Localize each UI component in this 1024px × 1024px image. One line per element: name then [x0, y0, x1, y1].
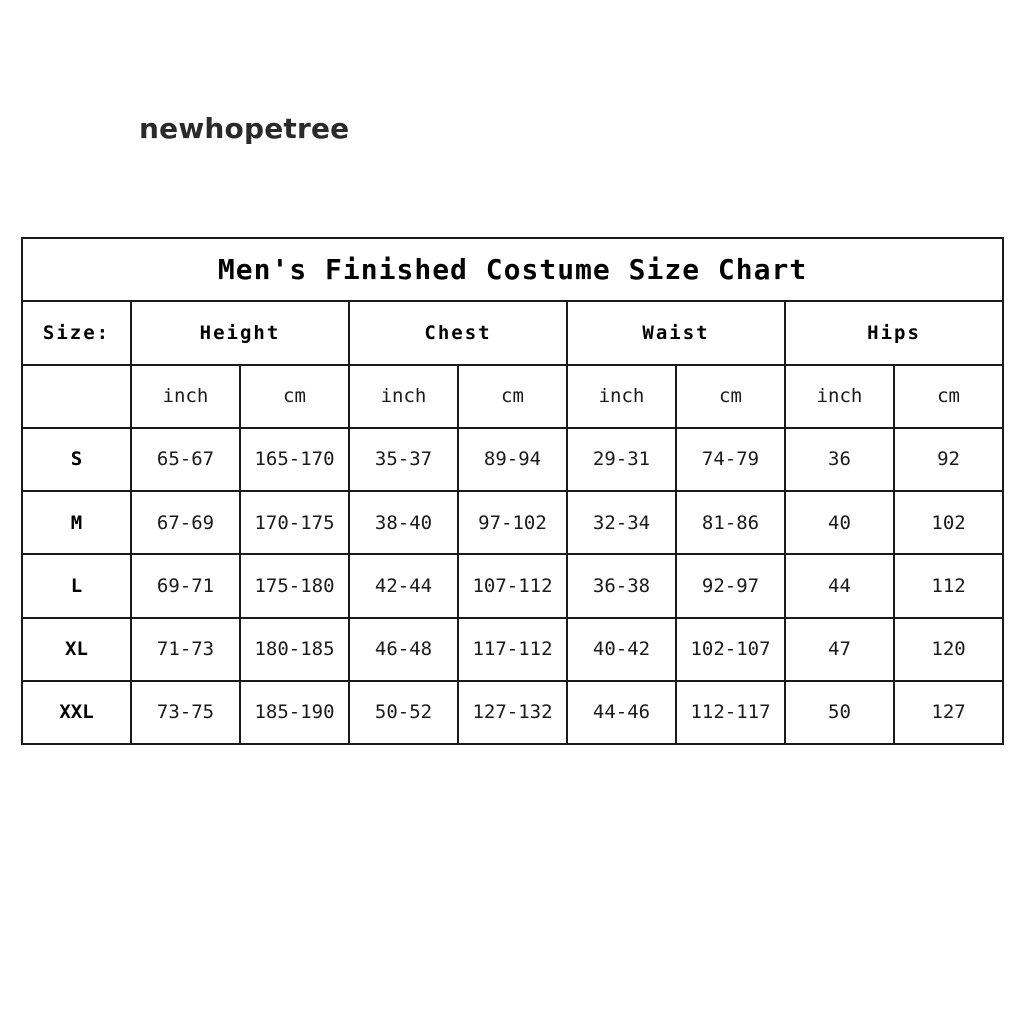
size-label: XL — [22, 618, 131, 681]
table-cell: 102 — [894, 491, 1003, 554]
size-label: XXL — [22, 681, 131, 744]
table-cell: 81-86 — [676, 491, 785, 554]
waist-inch-unit: inch — [567, 365, 676, 428]
table-row — [22, 554, 1003, 617]
hips-inch-unit: inch — [785, 365, 894, 428]
height-inch-unit: inch — [131, 365, 240, 428]
table-cell: 35-37 — [349, 428, 458, 491]
table-cell: 40-42 — [567, 618, 676, 681]
size-chart-table — [21, 237, 1004, 745]
table-cell: 71-73 — [131, 618, 240, 681]
table-cell: 127 — [894, 681, 1003, 744]
table-cell: 65-67 — [131, 428, 240, 491]
table-row — [22, 428, 1003, 491]
table-cell: 73-75 — [131, 681, 240, 744]
table-cell: 44-46 — [567, 681, 676, 744]
table-cell: 170-175 — [240, 491, 349, 554]
table-cell: 112 — [894, 554, 1003, 617]
table-cell: 29-31 — [567, 428, 676, 491]
waist-cm-unit: cm — [676, 365, 785, 428]
table-cell: 50 — [785, 681, 894, 744]
unit-header-row — [22, 365, 1003, 428]
table-cell: 92-97 — [676, 554, 785, 617]
height-cm-unit: cm — [240, 365, 349, 428]
table-cell: 67-69 — [131, 491, 240, 554]
table-cell: 127-132 — [458, 681, 567, 744]
table-cell: 38-40 — [349, 491, 458, 554]
table-cell: 50-52 — [349, 681, 458, 744]
chest-inch-unit: inch — [349, 365, 458, 428]
hips-cm-unit: cm — [894, 365, 1003, 428]
size-label: S — [22, 428, 131, 491]
size-label: M — [22, 491, 131, 554]
table-cell: 180-185 — [240, 618, 349, 681]
table-cell: 40 — [785, 491, 894, 554]
group-header-row — [22, 301, 1003, 364]
chest-header: Chest — [349, 301, 567, 364]
chest-cm-unit: cm — [458, 365, 567, 428]
table-cell: 102-107 — [676, 618, 785, 681]
height-header: Height — [131, 301, 349, 364]
unit-blank-cell — [22, 365, 131, 428]
size-header: Size: — [22, 301, 131, 364]
table-cell: 44 — [785, 554, 894, 617]
waist-header: Waist — [567, 301, 785, 364]
chart-title: Men's Finished Costume Size Chart — [22, 238, 1003, 301]
table-cell: 92 — [894, 428, 1003, 491]
table-cell: 120 — [894, 618, 1003, 681]
title-row — [22, 238, 1003, 301]
table-row — [22, 618, 1003, 681]
table-cell: 185-190 — [240, 681, 349, 744]
size-label: L — [22, 554, 131, 617]
table-row — [22, 491, 1003, 554]
table-cell: 97-102 — [458, 491, 567, 554]
table-cell: 107-112 — [458, 554, 567, 617]
table-cell: 36 — [785, 428, 894, 491]
table-cell: 42-44 — [349, 554, 458, 617]
table-cell: 69-71 — [131, 554, 240, 617]
table-cell: 47 — [785, 618, 894, 681]
table-cell: 112-117 — [676, 681, 785, 744]
hips-header: Hips — [785, 301, 1003, 364]
table-cell: 175-180 — [240, 554, 349, 617]
table-cell: 165-170 — [240, 428, 349, 491]
table-cell: 46-48 — [349, 618, 458, 681]
table-cell: 89-94 — [458, 428, 567, 491]
table-row — [22, 681, 1003, 744]
table-cell: 32-34 — [567, 491, 676, 554]
table-cell: 36-38 — [567, 554, 676, 617]
watermark-text: newhopetree — [139, 112, 350, 145]
table-cell: 117-112 — [458, 618, 567, 681]
table-cell: 74-79 — [676, 428, 785, 491]
